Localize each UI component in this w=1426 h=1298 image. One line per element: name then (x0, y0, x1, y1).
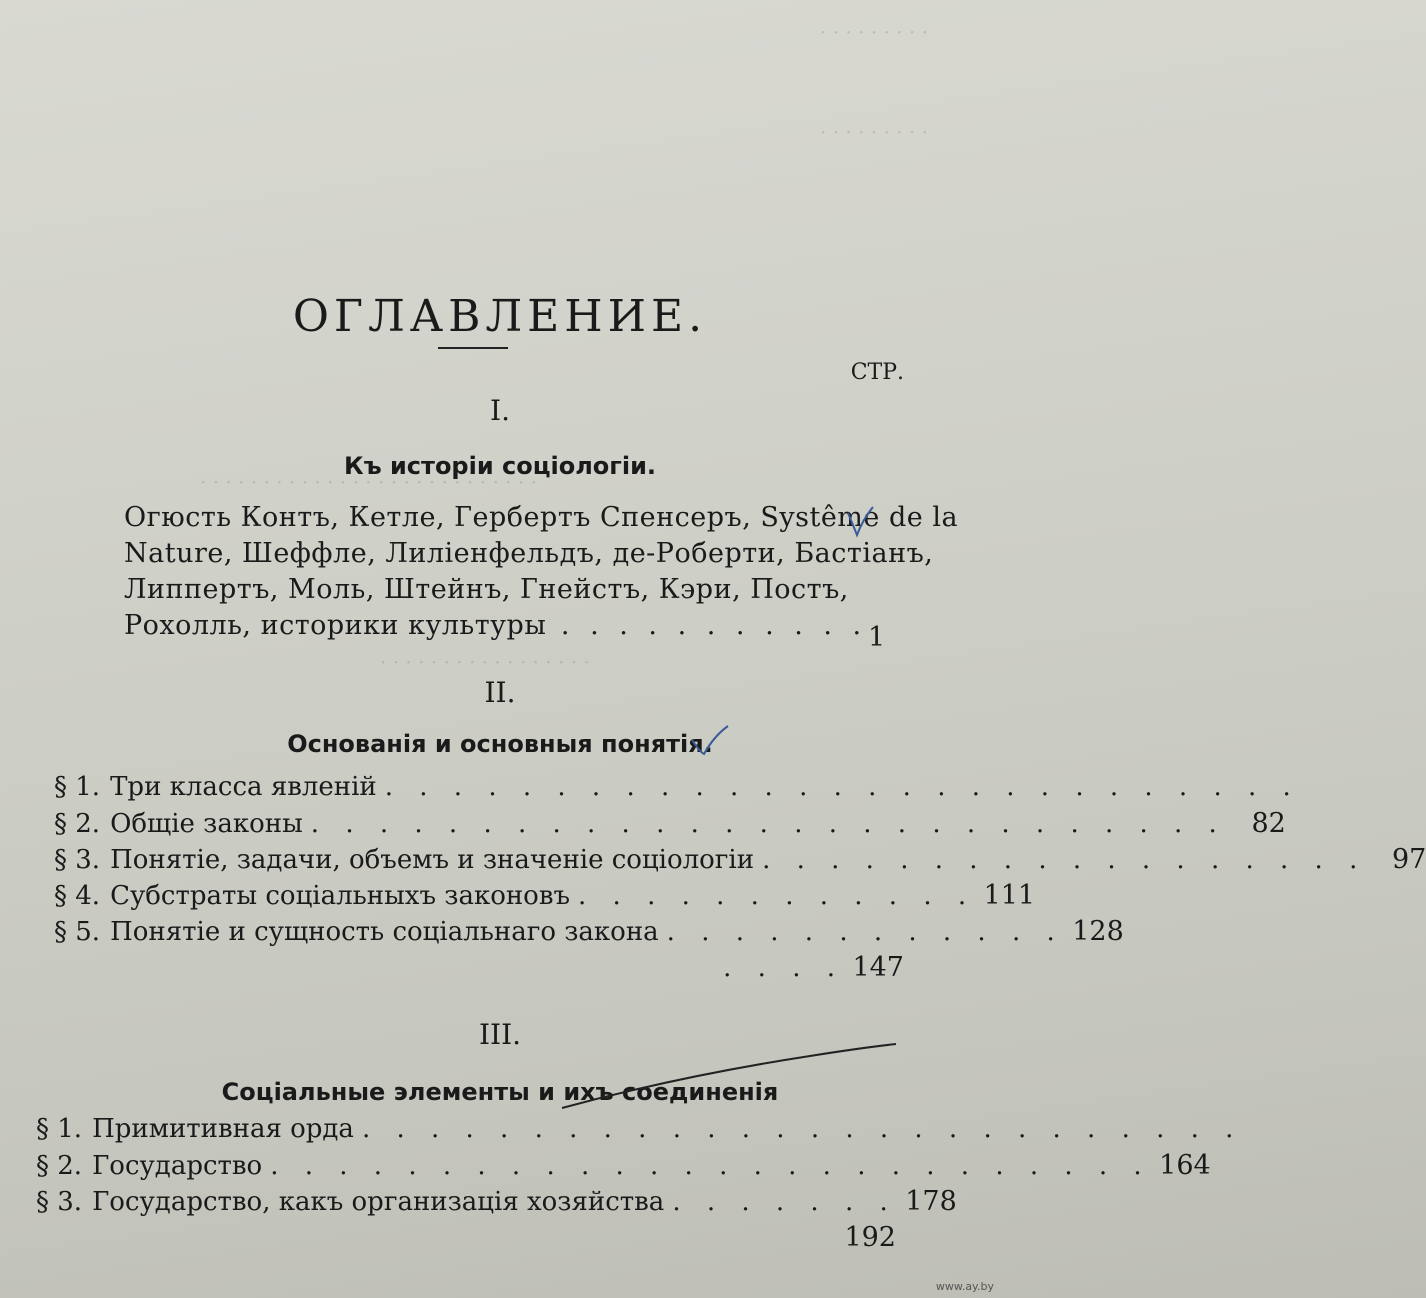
toc-page-number: 178 (905, 1186, 957, 1217)
intro-page-number: 1 (868, 622, 886, 653)
watermark: www.ay.by (935, 1280, 994, 1293)
toc-section-number: § 5. (54, 917, 101, 947)
intro-line: Рохолль, историки культуры (124, 610, 547, 641)
section-2-heading: Основанія и основныя понятія. (287, 730, 713, 758)
toc-section-number: § 1. (36, 1114, 83, 1144)
toc-entry: § 3. Понятіе, задачи, объемъ и значеніе соціологіи . . . . . . . . . . . . . . . . . . 97 (54, 844, 1426, 875)
pen-check-mark-icon (690, 724, 730, 758)
toc-entry: § 3. Государство, какъ организація хозяйства . . . . . . . 178 (36, 1186, 957, 1217)
section-1-intro: Огюсть Контъ, Кетле, Гербертъ Спенсеръ, Systême de la Nature, Шеффле, Лилiенфельдъ, де-Роберти, Бастiанъ, Липпертъ, Моль, Штейнъ, Гнейстъ, Кэри, Постъ, Рохолль, историки культуры . . . . . . . . . . . (124, 502, 959, 641)
toc-entry: § 1. Три класса явленій . . . . . . . . . . . . . . . . . . . . . . . . . . . (54, 772, 1300, 802)
toc-entry: . . . . 147 (723, 952, 904, 983)
toc-entry-title: Государство, какъ организація хозяйства (92, 1187, 665, 1217)
section-1-number: I. (490, 394, 510, 427)
toc-page-number: 97 (1391, 844, 1426, 875)
intro-line: Огюсть Контъ, Кетле, Гербертъ Спенсеръ, Systême de la (124, 502, 959, 533)
toc-page-number: 82 (1251, 808, 1286, 839)
toc-entry: § 4. Субстраты соціальныхъ законовъ . . . . . . . . . . . . 111 (54, 880, 1036, 911)
toc-page-number: 147 (852, 952, 904, 983)
toc-entry-title: Субстраты соціальныхъ законовъ (110, 881, 571, 911)
toc-entry: § 5. Понятіе и сущность соціальнаго закона . . . . . . . . . . . . 128 (54, 916, 1124, 947)
toc-section-number: § 3. (36, 1187, 83, 1217)
toc-section-number: § 2. (36, 1151, 83, 1181)
toc-section-number: § 2. (54, 809, 101, 839)
toc-page-number: 192 (844, 1222, 896, 1253)
page-title: ОГЛАВЛЕНИЕ. (292, 291, 708, 343)
title-rule (438, 347, 508, 349)
toc-entry-title: Понятіе и сущность соціальнаго закона (110, 917, 659, 947)
section-3-heading: Соціальные элементы и ихъ соединенія (221, 1078, 779, 1106)
section-3-number: III. (478, 1018, 522, 1051)
toc-entry-title: Государство (92, 1151, 263, 1181)
toc-section-number: § 3. (54, 845, 101, 875)
toc-entry-title: Общіе законы (110, 809, 303, 839)
toc-section-number: § 4. (54, 881, 101, 911)
toc-page-number: 164 (1159, 1150, 1211, 1181)
toc-entry: § 2. Общіе законы . . . . . . . . . . . . . . . . . . . . . . . . . . . 82 (54, 808, 1286, 839)
intro-line: Nature, Шеффле, Лилiенфельдъ, де-Роберти, Бастiанъ, (124, 538, 934, 569)
toc-entry-title: Примитивная орда (92, 1114, 354, 1144)
toc-entry (36, 1222, 896, 1258)
section-2-number: II. (484, 676, 516, 709)
toc-entry: § 1. Примитивная орда . . . . . . . . . . . . . . . . . . . . . . . . . . (36, 1114, 1243, 1144)
section-1-heading: Къ исторіи соціологіи. (343, 452, 656, 480)
page-column-label: СТР. (850, 360, 904, 385)
toc-entry-title: Три класса явленій (110, 772, 377, 802)
toc-entry-title: Понятіе, задачи, объемъ и значеніе соціологіи (110, 845, 755, 875)
toc-page-number: 128 (1072, 916, 1124, 947)
toc-page-number: 111 (983, 880, 1036, 911)
toc-entry: § 2. Государство . . . . . . . . . . . . . . . . . . . . . . . . . . 164 (36, 1150, 1211, 1181)
pen-underline-icon (560, 1036, 900, 1116)
intro-line: Липпертъ, Моль, Штейнъ, Гнейстъ, Кэри, Постъ, (124, 574, 849, 605)
pen-check-mark-icon (845, 505, 875, 541)
toc-section-number: § 1. (54, 772, 101, 802)
